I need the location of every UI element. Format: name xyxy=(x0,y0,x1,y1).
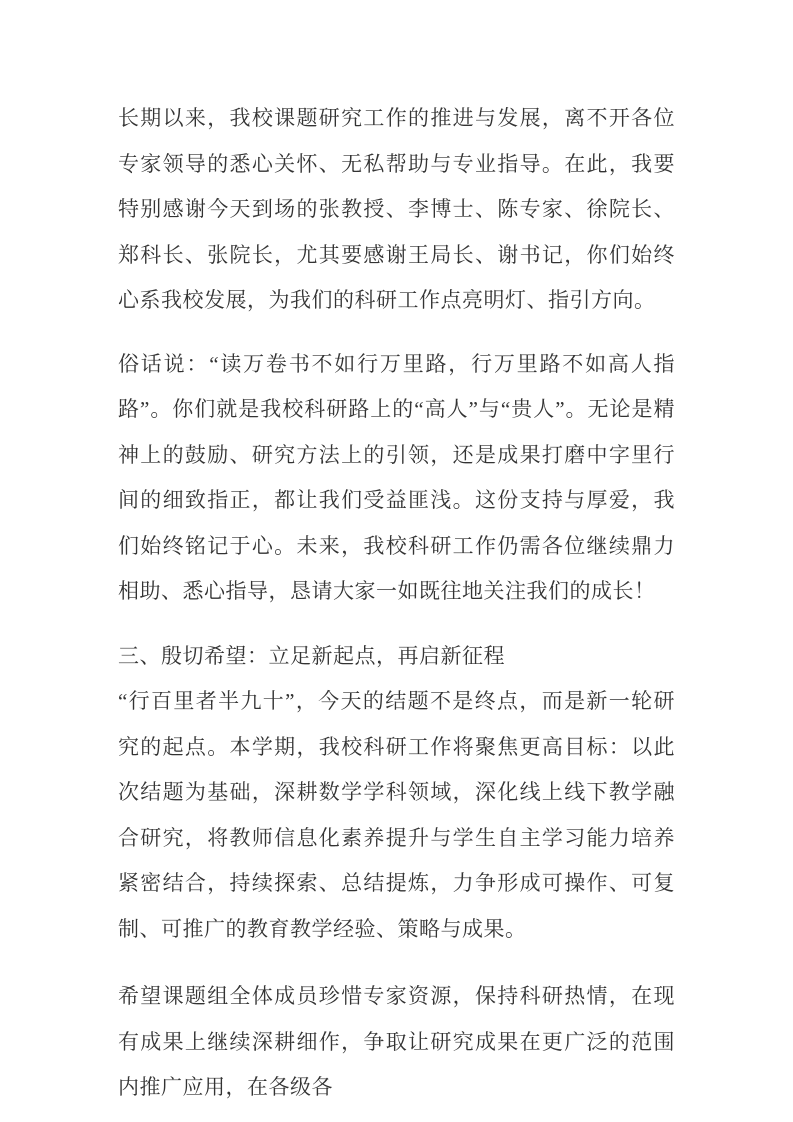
section-heading-hopes: 三、殷切希望：立足新起点，再启新征程 xyxy=(118,643,505,668)
paragraph-proverb-support: 俗话说：“读万卷书不如行万里路，行万里路不如高人指路”。你们就是我校科研路上的“高人”与“贵人”。无论是精神上的鼓励、研究方法上的引领，还是成果打磨中字里行间的细致指正，都让我们受益匪浅。这份支持与厚爱，我们始终铭记于心。未来，我校科研工作仍需各位继续鼎力相助、悉心指导，恳请大家一如既往地关注我们的成长！ xyxy=(118,351,675,603)
paragraph-new-goals: “行百里者半九十”，今天的结题不是终点，而是新一轮研究的起点。本学期，我校科研工作将聚焦更高目标：以此次结题为基础，深耕数学学科领域，深化线上线下教学融合研究，将教师信息化素养提升与学生自主学习能力培养紧密结合，持续探索、总结提炼，力争形成可操作、可复制、可推广的教育教学经验、策略与成果。 xyxy=(118,689,675,941)
paragraph-team-hopes-truncated: 希望课题组全体成员珍惜专家资源，保持科研热情，在现有成果上继续深耕细作，争取让研究成果在更广泛的范围内推广应用，在各级各 xyxy=(118,984,675,1099)
paragraph-acknowledgements: 长期以来，我校课题研究工作的推进与发展，离不开各位专家领导的悉心关怀、无私帮助与专业指导。在此，我要特别感谢今天到场的张教授、李博士、陈专家、徐院长、郑科长、张院长，尤其要感谢王局长、谢书记，你们始终心系我校发展，为我们的科研工作点亮明灯、指引方向。 xyxy=(118,106,675,312)
